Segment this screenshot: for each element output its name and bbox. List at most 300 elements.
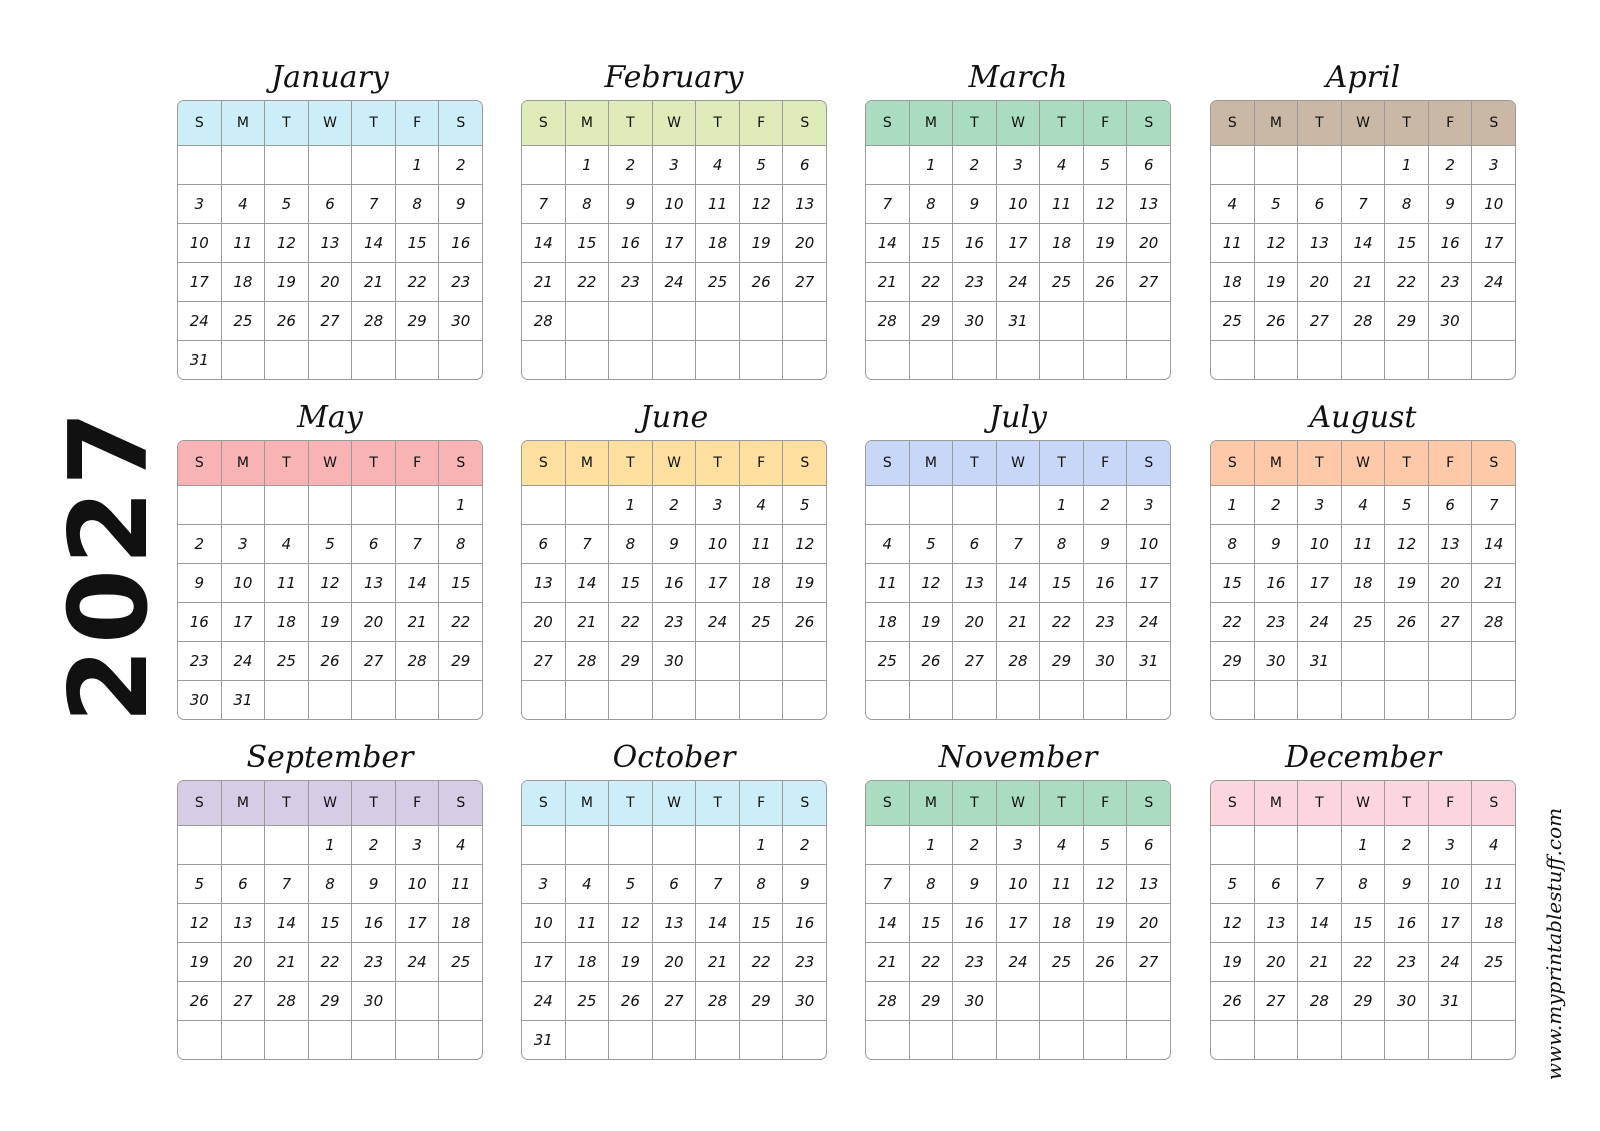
- day-cell: 10: [996, 865, 1040, 903]
- weekday-label: M: [909, 441, 953, 485]
- day-cell: [1211, 341, 1254, 379]
- weekday-label: M: [221, 441, 265, 485]
- weekday-label: T: [1384, 101, 1428, 145]
- day-cell: 2: [194, 535, 205, 553]
- week-row: [522, 981, 826, 1020]
- weekday-header: [178, 781, 482, 825]
- month-october: [521, 736, 827, 1060]
- day-cell: [522, 341, 565, 379]
- day-cell: 19: [782, 564, 826, 602]
- week-row: [178, 602, 482, 641]
- day-cell: 2: [351, 826, 395, 864]
- day-cell: 19: [1083, 224, 1127, 262]
- day-cell: 6: [1126, 146, 1170, 184]
- week-row: [522, 485, 826, 524]
- month-april: [1210, 56, 1516, 380]
- weekday-header: [178, 101, 482, 145]
- day-cell: [1126, 302, 1170, 340]
- weekday-label: T: [952, 441, 996, 485]
- day-cell: 8: [1341, 865, 1385, 903]
- day-cell: 3: [652, 146, 696, 184]
- day-cell: 30: [782, 982, 826, 1020]
- month-name: December: [1284, 740, 1442, 775]
- day-cell: 15: [1039, 564, 1083, 602]
- day-cell: [1471, 642, 1515, 680]
- weekday-label: T: [264, 101, 308, 145]
- day-cell: [996, 681, 1040, 719]
- day-cell: 23: [1083, 603, 1127, 641]
- day-cell: [1211, 1021, 1254, 1059]
- day-cell: 25: [1039, 943, 1083, 981]
- weekday-label: F: [1428, 441, 1472, 485]
- day-cell: [1126, 341, 1170, 379]
- weekday-label: W: [996, 441, 1040, 485]
- weekday-label: S: [194, 795, 204, 811]
- day-cell: 16: [1384, 904, 1428, 942]
- day-cell: 13: [221, 904, 265, 942]
- day-cell: 15: [395, 224, 439, 262]
- weekday-label: S: [1126, 441, 1170, 485]
- day-cell: 23: [1428, 263, 1472, 301]
- day-cell: 18: [695, 224, 739, 262]
- day-cell: 9: [782, 865, 826, 903]
- day-cell: [1254, 341, 1298, 379]
- day-cell: 3: [395, 826, 439, 864]
- day-cell: 3: [695, 486, 739, 524]
- day-cell: [1341, 1021, 1385, 1059]
- month-name: April: [1325, 60, 1401, 95]
- day-cell: 26: [1083, 943, 1127, 981]
- day-cell: [1384, 1021, 1428, 1059]
- day-cell: 24: [652, 263, 696, 301]
- day-cell: 20: [351, 603, 395, 641]
- day-cell: 12: [909, 564, 953, 602]
- day-cell: 6: [1254, 865, 1298, 903]
- day-cell: 23: [952, 943, 996, 981]
- day-cell: 27: [652, 982, 696, 1020]
- day-cell: [565, 486, 609, 524]
- day-cell: [996, 1021, 1040, 1059]
- day-cell: [1039, 341, 1083, 379]
- day-cell: 13: [952, 564, 996, 602]
- day-cell: 24: [1297, 603, 1341, 641]
- weekday-header: [178, 441, 482, 485]
- weekday-label: T: [952, 101, 996, 145]
- day-cell: 21: [877, 273, 897, 291]
- day-cell: 21: [695, 943, 739, 981]
- day-cell: 4: [565, 865, 609, 903]
- day-cell: 20: [1297, 263, 1341, 301]
- day-cell: 6: [538, 535, 549, 553]
- week-row: [1211, 942, 1515, 981]
- weekday-label: W: [996, 781, 1040, 825]
- day-cell: 2: [438, 146, 482, 184]
- day-cell: 11: [221, 224, 265, 262]
- day-cell: 22: [308, 943, 352, 981]
- day-cell: [438, 341, 482, 379]
- day-cell: [1126, 982, 1170, 1020]
- week-row: [866, 981, 1170, 1020]
- day-cell: 11: [877, 574, 897, 592]
- month-august: [1210, 396, 1516, 720]
- day-cell: 5: [608, 865, 652, 903]
- day-cell: 13: [351, 564, 395, 602]
- weekday-label: F: [1083, 441, 1127, 485]
- week-row: [1211, 981, 1515, 1020]
- weekday-label: S: [438, 781, 482, 825]
- day-cell: 23: [438, 263, 482, 301]
- day-cell: 31: [221, 681, 265, 719]
- day-cell: [1384, 642, 1428, 680]
- day-cell: 25: [1341, 603, 1385, 641]
- day-cell: 5: [1083, 826, 1127, 864]
- day-cell: 11: [565, 904, 609, 942]
- day-cell: [1384, 681, 1428, 719]
- day-cell: 27: [533, 652, 553, 670]
- week-row: [1211, 1020, 1515, 1059]
- day-cell: [351, 486, 395, 524]
- day-cell: 7: [882, 195, 893, 213]
- day-cell: [695, 302, 739, 340]
- day-cell: [308, 341, 352, 379]
- week-row: [1211, 825, 1515, 864]
- month-name: October: [612, 740, 736, 775]
- day-cell: 11: [1341, 525, 1385, 563]
- day-cell: 4: [1341, 486, 1385, 524]
- day-cell: 12: [189, 914, 209, 932]
- day-cell: 14: [264, 904, 308, 942]
- week-row: [178, 825, 482, 864]
- day-cell: 28: [877, 312, 897, 330]
- day-cell: 28: [1471, 603, 1515, 641]
- day-cell: 13: [1297, 224, 1341, 262]
- day-cell: 24: [189, 312, 209, 330]
- day-cell: 7: [695, 865, 739, 903]
- day-cell: 23: [1254, 603, 1298, 641]
- day-cell: [739, 1021, 783, 1059]
- weekday-label: S: [194, 115, 204, 131]
- weekday-header: [1211, 441, 1515, 485]
- weekday-label: T: [351, 101, 395, 145]
- day-cell: [608, 341, 652, 379]
- day-cell: 26: [1254, 302, 1298, 340]
- day-cell: 30: [1384, 982, 1428, 1020]
- day-cell: 8: [395, 185, 439, 223]
- day-cell: 9: [351, 865, 395, 903]
- month-name: January: [271, 60, 389, 95]
- day-cell: 10: [221, 564, 265, 602]
- day-cell: 19: [739, 224, 783, 262]
- day-cell: 14: [1341, 224, 1385, 262]
- weekday-label: S: [1227, 115, 1237, 131]
- day-cell: [1297, 1021, 1341, 1059]
- week-row: [866, 864, 1170, 903]
- day-cell: 14: [1471, 525, 1515, 563]
- day-cell: 4: [438, 826, 482, 864]
- day-cell: 29: [909, 302, 953, 340]
- day-cell: 27: [1297, 302, 1341, 340]
- day-cell: [1083, 341, 1127, 379]
- day-cell: [395, 681, 439, 719]
- day-cell: 1: [1227, 496, 1238, 514]
- week-row: [178, 903, 482, 942]
- day-cell: 19: [264, 263, 308, 301]
- day-cell: 19: [308, 603, 352, 641]
- week-row: [522, 903, 826, 942]
- week-row: [178, 485, 482, 524]
- day-cell: 2: [1083, 486, 1127, 524]
- weekday-label: T: [1039, 101, 1083, 145]
- day-cell: [221, 341, 265, 379]
- day-cell: 29: [739, 982, 783, 1020]
- day-cell: 17: [1297, 564, 1341, 602]
- day-cell: 8: [739, 865, 783, 903]
- day-cell: 4: [1227, 195, 1238, 213]
- day-cell: [1211, 681, 1254, 719]
- day-cell: 26: [608, 982, 652, 1020]
- day-cell: [565, 1021, 609, 1059]
- day-cell: 20: [1126, 224, 1170, 262]
- day-cell: [739, 681, 783, 719]
- day-cell: 17: [395, 904, 439, 942]
- day-cell: 8: [608, 525, 652, 563]
- day-cell: 14: [565, 564, 609, 602]
- weekday-label: S: [882, 115, 892, 131]
- day-cell: [1254, 681, 1298, 719]
- day-cell: 15: [1384, 224, 1428, 262]
- day-cell: [652, 1021, 696, 1059]
- weekday-label: T: [608, 781, 652, 825]
- month-table: [521, 780, 827, 1060]
- day-cell: [1254, 826, 1298, 864]
- day-cell: 8: [438, 525, 482, 563]
- day-cell: 15: [565, 224, 609, 262]
- week-row: [1211, 864, 1515, 903]
- day-cell: [1471, 302, 1515, 340]
- day-cell: 26: [1083, 263, 1127, 301]
- day-cell: [438, 681, 482, 719]
- day-cell: 24: [1471, 263, 1515, 301]
- day-cell: 2: [952, 146, 996, 184]
- weekday-label: S: [1126, 101, 1170, 145]
- day-cell: 2: [952, 826, 996, 864]
- week-row: [178, 942, 482, 981]
- day-cell: 18: [1471, 904, 1515, 942]
- day-cell: [866, 486, 909, 524]
- day-cell: 27: [308, 302, 352, 340]
- day-cell: [1428, 1021, 1472, 1059]
- day-cell: 18: [565, 943, 609, 981]
- week-row: [866, 485, 1170, 524]
- day-cell: 1: [438, 486, 482, 524]
- day-cell: [395, 486, 439, 524]
- week-row: [178, 145, 482, 184]
- weekday-label: T: [1039, 441, 1083, 485]
- weekday-header: [866, 101, 1170, 145]
- day-cell: 25: [565, 982, 609, 1020]
- day-cell: 8: [565, 185, 609, 223]
- week-row: [866, 680, 1170, 719]
- week-row: [1211, 680, 1515, 719]
- month-table: [865, 780, 1171, 1060]
- day-cell: 9: [952, 185, 996, 223]
- day-cell: 7: [351, 185, 395, 223]
- weekday-label: T: [264, 781, 308, 825]
- weekday-label: M: [909, 101, 953, 145]
- weekday-label: F: [1083, 101, 1127, 145]
- day-cell: 9: [1254, 525, 1298, 563]
- day-cell: 30: [1254, 642, 1298, 680]
- day-cell: 11: [1039, 865, 1083, 903]
- week-row: [1211, 485, 1515, 524]
- day-cell: [395, 341, 439, 379]
- day-cell: 22: [565, 263, 609, 301]
- day-cell: 17: [996, 224, 1040, 262]
- weekday-label: T: [695, 441, 739, 485]
- day-cell: [695, 642, 739, 680]
- weekday-header: [522, 781, 826, 825]
- day-cell: 1: [1039, 486, 1083, 524]
- day-cell: [522, 826, 565, 864]
- day-cell: [1254, 146, 1298, 184]
- day-cell: 15: [909, 224, 953, 262]
- day-cell: 18: [739, 564, 783, 602]
- day-cell: [782, 642, 826, 680]
- day-cell: [952, 1021, 996, 1059]
- day-cell: 27: [221, 982, 265, 1020]
- day-cell: 9: [652, 525, 696, 563]
- day-cell: [1126, 1021, 1170, 1059]
- week-row: [178, 981, 482, 1020]
- day-cell: 11: [1039, 185, 1083, 223]
- day-cell: [308, 681, 352, 719]
- day-cell: [264, 681, 308, 719]
- day-cell: [565, 302, 609, 340]
- day-cell: [522, 146, 565, 184]
- month-june: [521, 396, 827, 720]
- day-cell: 20: [308, 263, 352, 301]
- day-cell: 27: [1126, 263, 1170, 301]
- day-cell: [695, 826, 739, 864]
- day-cell: [1471, 681, 1515, 719]
- weekday-header: [522, 441, 826, 485]
- day-cell: 30: [1428, 302, 1472, 340]
- month-november: [865, 736, 1171, 1060]
- day-cell: 7: [882, 875, 893, 893]
- day-cell: [909, 341, 953, 379]
- week-row: [866, 301, 1170, 340]
- day-cell: 28: [1297, 982, 1341, 1020]
- day-cell: 22: [909, 263, 953, 301]
- day-cell: 14: [695, 904, 739, 942]
- day-cell: 3: [221, 525, 265, 563]
- day-cell: 28: [264, 982, 308, 1020]
- day-cell: 16: [1428, 224, 1472, 262]
- week-row: [866, 223, 1170, 262]
- day-cell: 11: [438, 865, 482, 903]
- day-cell: 31: [1126, 642, 1170, 680]
- day-cell: [1297, 341, 1341, 379]
- day-cell: [608, 826, 652, 864]
- day-cell: [996, 982, 1040, 1020]
- day-cell: 14: [877, 234, 897, 252]
- day-cell: 28: [565, 642, 609, 680]
- day-cell: 31: [996, 302, 1040, 340]
- day-cell: 2: [1254, 486, 1298, 524]
- day-cell: 28: [695, 982, 739, 1020]
- day-cell: 18: [877, 613, 897, 631]
- weekday-label: M: [565, 441, 609, 485]
- day-cell: 8: [909, 185, 953, 223]
- day-cell: 4: [882, 535, 893, 553]
- day-cell: 23: [1384, 943, 1428, 981]
- month-name: September: [246, 740, 414, 775]
- month-march: [865, 56, 1171, 380]
- weekday-label: F: [739, 441, 783, 485]
- day-cell: 10: [695, 525, 739, 563]
- day-cell: [1471, 1021, 1515, 1059]
- weekday-label: W: [652, 101, 696, 145]
- day-cell: 13: [1126, 865, 1170, 903]
- day-cell: 1: [1384, 146, 1428, 184]
- day-cell: 1: [739, 826, 783, 864]
- day-cell: 1: [565, 146, 609, 184]
- day-cell: [608, 681, 652, 719]
- week-row: [866, 145, 1170, 184]
- weekday-label: S: [438, 441, 482, 485]
- day-cell: 29: [1384, 302, 1428, 340]
- day-cell: 16: [952, 224, 996, 262]
- day-cell: [351, 341, 395, 379]
- day-cell: 5: [739, 146, 783, 184]
- day-cell: 30: [189, 691, 209, 709]
- day-cell: [909, 681, 953, 719]
- day-cell: 26: [264, 302, 308, 340]
- month-table: [1210, 440, 1516, 720]
- day-cell: [1471, 341, 1515, 379]
- day-cell: 22: [395, 263, 439, 301]
- week-row: [1211, 301, 1515, 340]
- day-cell: [178, 1021, 221, 1059]
- weekday-label: T: [1039, 781, 1083, 825]
- month-february: [521, 56, 827, 380]
- day-cell: 25: [221, 302, 265, 340]
- day-cell: [1341, 642, 1385, 680]
- day-cell: 11: [264, 564, 308, 602]
- day-cell: 28: [996, 642, 1040, 680]
- week-row: [866, 602, 1170, 641]
- day-cell: [1428, 681, 1472, 719]
- day-cell: 8: [1039, 525, 1083, 563]
- day-cell: 16: [608, 224, 652, 262]
- day-cell: [1297, 681, 1341, 719]
- day-cell: 10: [1428, 865, 1472, 903]
- day-cell: 10: [652, 185, 696, 223]
- month-table: [521, 100, 827, 380]
- weekday-label: M: [221, 781, 265, 825]
- weekday-label: M: [1254, 441, 1298, 485]
- weekday-label: W: [1341, 441, 1385, 485]
- day-cell: 11: [739, 525, 783, 563]
- week-row: [866, 563, 1170, 602]
- day-cell: [652, 302, 696, 340]
- weekday-label: W: [652, 781, 696, 825]
- day-cell: 22: [909, 943, 953, 981]
- day-cell: 27: [1126, 943, 1170, 981]
- day-cell: [909, 1021, 953, 1059]
- month-january: [177, 56, 483, 380]
- day-cell: 23: [652, 603, 696, 641]
